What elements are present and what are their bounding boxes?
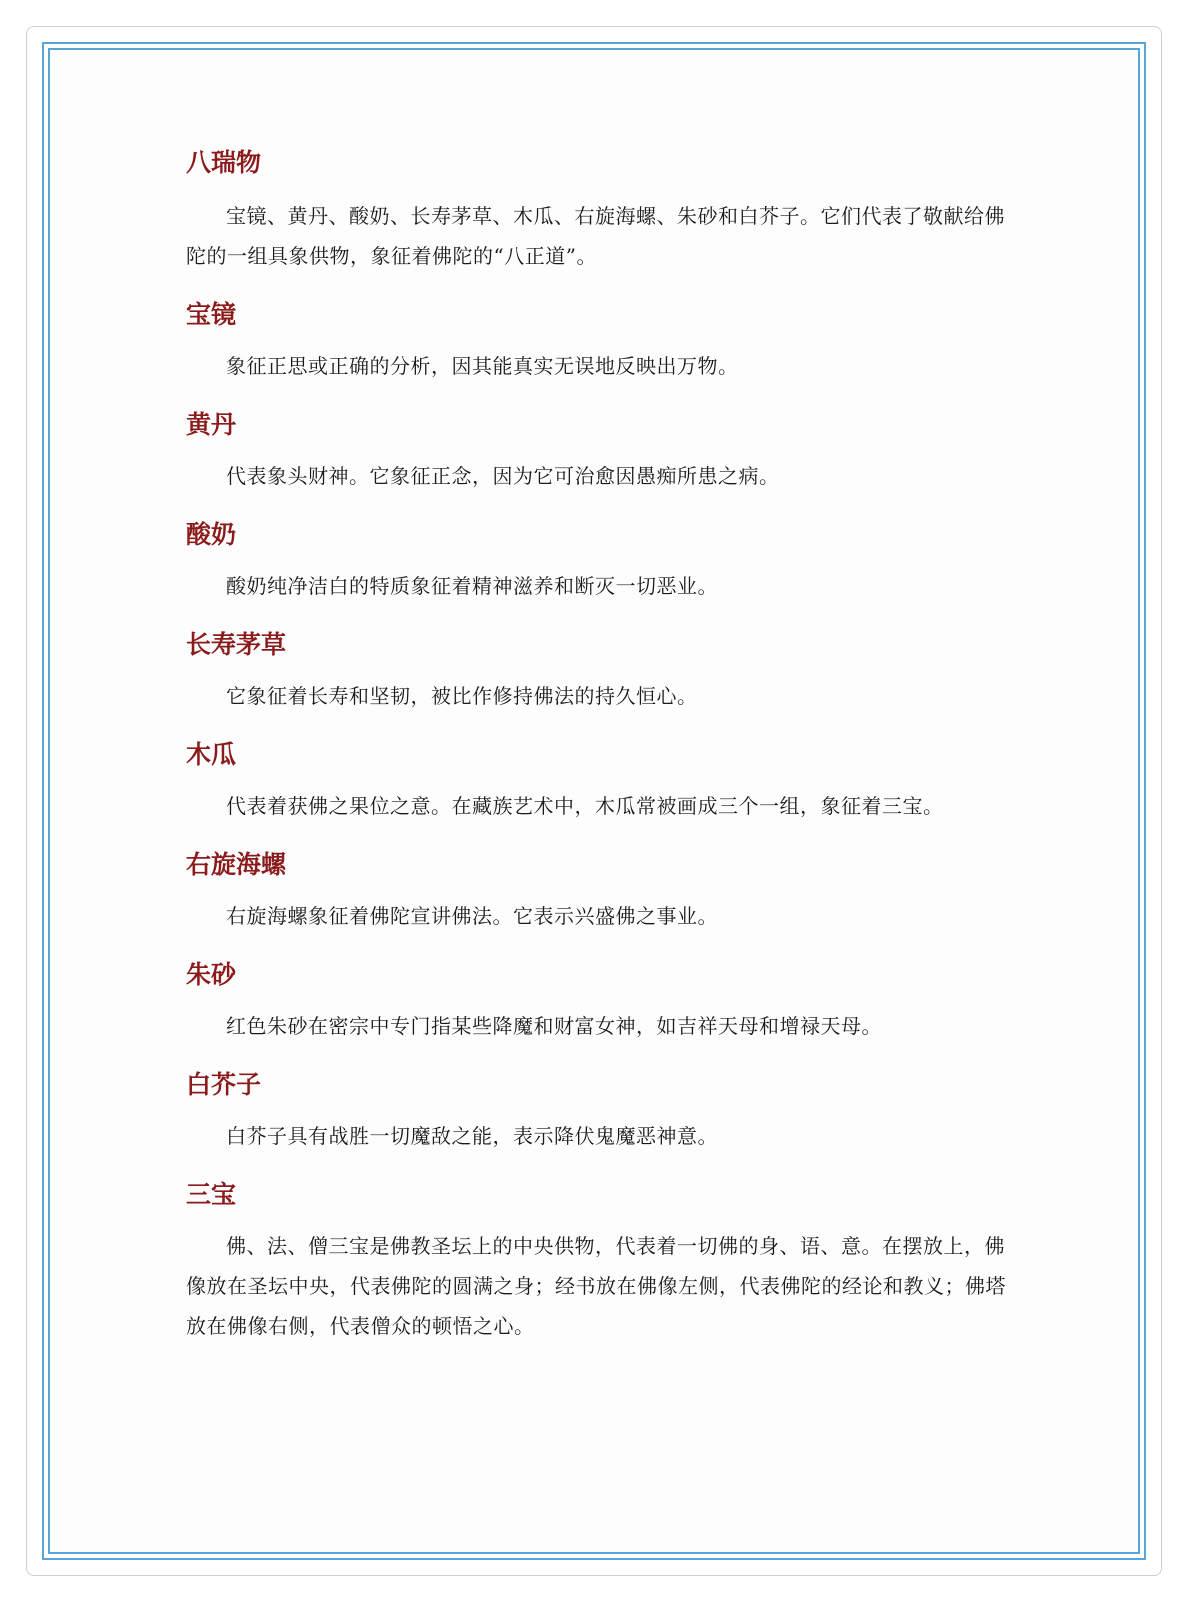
section-title: 黄丹 [186, 410, 237, 439]
section-bilva-fruit [186, 732, 1006, 826]
section-mirror [186, 292, 1006, 386]
section-title: 朱砂 [186, 960, 237, 989]
section-paragraph: 它象征着长寿和坚韧，被比作修持佛法的持久恒心。 [226, 684, 698, 708]
section-paragraph: 右旋海螺象征着佛陀宣讲佛法。它表示兴盛佛之事业。 [226, 904, 718, 928]
section-title: 白芥子 [186, 1070, 262, 1099]
section-paragraph: 红色朱砂在密宗中专门指某些降魔和财富女神，如吉祥天母和增禄天母。 [226, 1014, 882, 1038]
section-paragraph: 象征正思或正确的分析，因其能真实无误地反映出万物。 [226, 354, 739, 378]
section-vermilion [186, 952, 1006, 1046]
section-yogurt [186, 512, 1006, 606]
section-durva-grass [186, 622, 1006, 716]
section-title: 宝镜 [186, 300, 237, 329]
section-paragraph: 酸奶纯净洁白的特质象征着精神滋养和断灭一切恶业。 [226, 574, 718, 598]
section-bezoar [186, 402, 1006, 496]
section-conch-shell [186, 842, 1006, 936]
section-white-mustard-seed [186, 1062, 1006, 1156]
section-paragraph: 佛、法、僧三宝是佛教圣坛上的中央供物，代表着一切佛的身、语、意。在摆放上，佛像放在圣坛中央，代表佛陀的圆满之身；经书放在佛像左侧，代表佛陀的经论和教义；佛塔放在佛像右侧，代表僧众的顿悟之心。 [186, 1234, 1006, 1338]
section-title: 酸奶 [186, 520, 237, 549]
section-title: 长寿茅草 [186, 630, 287, 659]
document-body [186, 140, 1006, 1362]
section-paragraph: 宝镜、黄丹、酸奶、长寿茅草、木瓜、右旋海螺、朱砂和白芥子。它们代表了敬献给佛陀的一组具象供物，象征着佛陀的“八正道”。 [186, 204, 1005, 268]
section-eight-auspicious-substances [186, 140, 1006, 276]
section-title: 八瑞物 [186, 148, 262, 177]
section-paragraph: 代表象头财神。它象征正念，因为它可治愈因愚痴所患之病。 [226, 464, 780, 488]
section-three-jewels [186, 1172, 1006, 1346]
section-title: 三宝 [186, 1180, 237, 1209]
section-title: 木瓜 [186, 740, 237, 769]
section-paragraph: 代表着获佛之果位之意。在藏族艺术中，木瓜常被画成三个一组，象征着三宝。 [226, 794, 944, 818]
section-paragraph: 白芥子具有战胜一切魔敌之能，表示降伏鬼魔恶神意。 [226, 1124, 718, 1148]
section-title: 右旋海螺 [186, 850, 287, 879]
